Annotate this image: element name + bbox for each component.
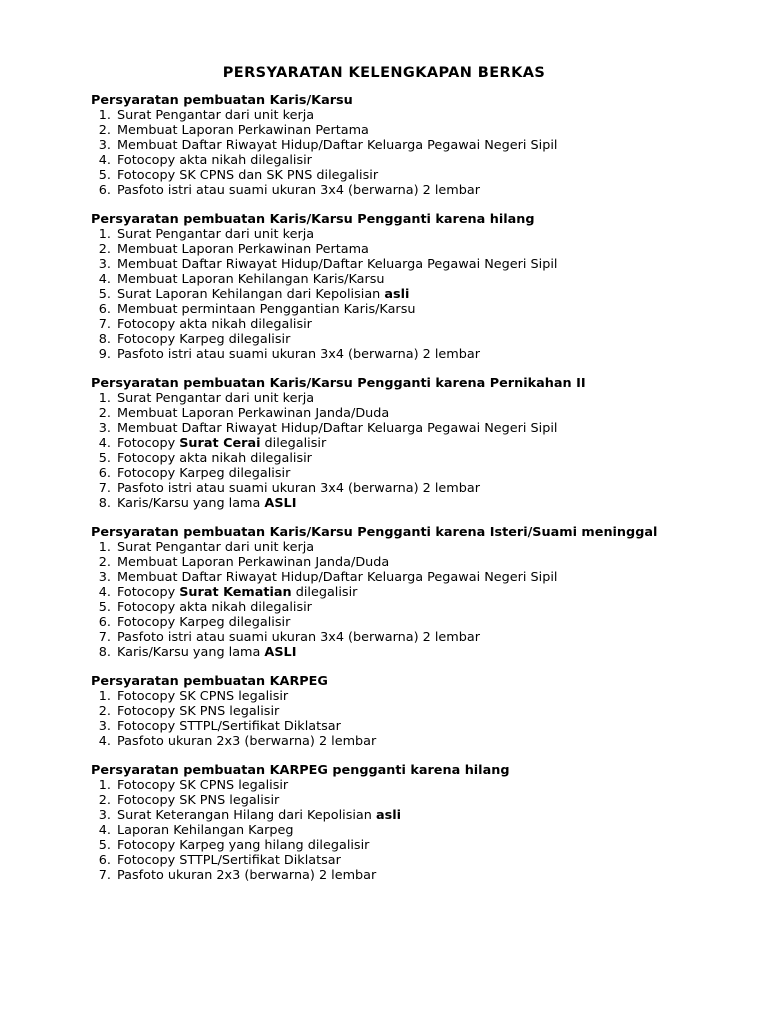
item-number: 3. — [98, 257, 111, 272]
item-number: 6. — [98, 615, 111, 630]
emphasis-text: asli — [384, 287, 410, 302]
item-text — [117, 615, 290, 630]
requirement-item — [91, 496, 677, 511]
item-number: 3. — [98, 808, 111, 823]
requirement-item — [91, 257, 677, 272]
emphasis-text: asli — [375, 808, 401, 823]
requirement-item — [91, 406, 677, 421]
requirement-item — [91, 302, 677, 317]
item-text-part: Fotocopy Karpeg dilegalisir — [117, 615, 291, 630]
requirement-item — [91, 645, 677, 660]
item-text — [117, 421, 557, 436]
item-text-part: Membuat Laporan Perkawinan Janda/Duda — [117, 406, 390, 421]
requirement-list — [91, 778, 677, 883]
item-text-part: Pasfoto istri atau suami ukuran 3x4 (berwarna) 2 lembar — [117, 630, 480, 645]
section-heading: Persyaratan pembuatan Karis/Karsu Pengganti karena Pernikahan II — [91, 376, 586, 391]
item-number: 8. — [98, 496, 111, 511]
requirement-item — [91, 540, 677, 555]
requirement-section — [91, 93, 677, 198]
item-number: 1. — [98, 540, 111, 555]
item-text — [117, 451, 312, 466]
item-text — [117, 332, 290, 347]
item-text-part: Fotocopy Karpeg yang hilang dilegalisir — [117, 838, 370, 853]
requirement-item — [91, 793, 677, 808]
item-text — [117, 242, 369, 257]
requirement-section — [91, 212, 677, 362]
item-number: 4. — [98, 272, 111, 287]
requirement-item — [91, 421, 677, 436]
item-text-part: Fotocopy SK PNS legalisir — [117, 704, 280, 719]
item-text-part: dilegalisir — [260, 436, 327, 451]
item-text-part: Pasfoto istri atau suami ukuran 3x4 (berwarna) 2 lembar — [117, 183, 480, 198]
requirements-content — [91, 93, 677, 897]
emphasis-text: ASLI — [264, 496, 297, 511]
item-text-part: Membuat Laporan Perkawinan Pertama — [117, 123, 369, 138]
item-text-part: Pasfoto ukuran 2x3 (berwarna) 2 lembar — [117, 868, 377, 883]
section-heading: Persyaratan pembuatan Karis/Karsu Pengganti karena Isteri/Suami meninggal — [91, 525, 658, 540]
requirement-list — [91, 540, 677, 660]
item-number: 9. — [98, 347, 111, 362]
item-text — [117, 123, 369, 138]
item-number: 1. — [98, 689, 111, 704]
requirement-item — [91, 317, 677, 332]
item-text-part: Membuat Daftar Riwayat Hidup/Daftar Keluarga Pegawai Negeri Sipil — [117, 570, 558, 585]
requirement-item — [91, 332, 677, 347]
item-text-part: Surat Keterangan Hilang dari Kepolisian — [117, 808, 376, 823]
item-number: 3. — [98, 570, 111, 585]
requirement-item — [91, 466, 677, 481]
requirement-item — [91, 734, 677, 749]
item-text — [117, 272, 385, 287]
item-number: 3. — [98, 421, 111, 436]
item-number: 5. — [98, 287, 111, 302]
item-text — [117, 570, 557, 585]
item-text-part: Membuat Laporan Perkawinan Janda/Duda — [117, 555, 390, 570]
requirement-item — [91, 689, 677, 704]
item-number: 2. — [98, 242, 111, 257]
item-text — [117, 853, 341, 868]
item-number: 2. — [98, 704, 111, 719]
requirement-list — [91, 227, 677, 362]
item-number: 4. — [98, 436, 111, 451]
requirement-item — [91, 555, 677, 570]
requirement-item — [91, 153, 677, 168]
requirement-item — [91, 600, 677, 615]
item-text-part: Fotocopy STTPL/Sertifikat Diklatsar — [117, 719, 341, 734]
requirement-item — [91, 227, 677, 242]
requirement-item — [91, 451, 677, 466]
requirement-item — [91, 347, 677, 362]
item-text-part: Laporan Kehilangan Karpeg — [117, 823, 294, 838]
requirement-item — [91, 287, 677, 302]
requirement-section — [91, 763, 677, 883]
item-text — [117, 540, 314, 555]
item-number: 5. — [98, 451, 111, 466]
section-heading: Persyaratan pembuatan Karis/Karsu Pengganti karena hilang — [91, 212, 535, 227]
item-text-part: Fotocopy akta nikah dilegalisir — [117, 153, 312, 168]
requirement-item — [91, 138, 677, 153]
item-text-part: Membuat Daftar Riwayat Hidup/Daftar Keluarga Pegawai Negeri Sipil — [117, 257, 558, 272]
item-number: 2. — [98, 555, 111, 570]
item-text-part: Membuat Laporan Kehilangan Karis/Karsu — [117, 272, 385, 287]
item-text — [117, 689, 288, 704]
item-number: 6. — [98, 302, 111, 317]
item-number: 8. — [98, 645, 111, 660]
item-text — [117, 466, 290, 481]
item-text — [117, 600, 312, 615]
requirement-item — [91, 778, 677, 793]
item-text — [117, 153, 312, 168]
item-number: 8. — [98, 332, 111, 347]
requirement-item — [91, 481, 677, 496]
requirement-list — [91, 391, 677, 511]
item-text — [117, 868, 376, 883]
emphasis-text: Surat Kematian — [179, 585, 292, 600]
requirement-item — [91, 183, 677, 198]
item-text-part: Membuat Laporan Perkawinan Pertama — [117, 242, 369, 257]
item-text — [117, 257, 557, 272]
requirement-item — [91, 570, 677, 585]
item-number: 6. — [98, 853, 111, 868]
item-number: 5. — [98, 600, 111, 615]
item-text-part: Fotocopy — [117, 585, 180, 600]
item-text — [117, 183, 480, 198]
item-number: 4. — [98, 734, 111, 749]
item-text-part: Fotocopy Karpeg dilegalisir — [117, 332, 291, 347]
requirement-item — [91, 585, 677, 600]
item-number: 7. — [98, 481, 111, 496]
section-heading: Persyaratan pembuatan Karis/Karsu — [91, 93, 353, 108]
item-number: 1. — [98, 227, 111, 242]
item-text — [117, 168, 378, 183]
item-text-part: Fotocopy Karpeg dilegalisir — [117, 466, 291, 481]
item-text-part: Fotocopy STTPL/Sertifikat Diklatsar — [117, 853, 341, 868]
item-number: 4. — [98, 153, 111, 168]
item-text-part: Surat Laporan Kehilangan dari Kepolisian — [117, 287, 385, 302]
item-text-part: Karis/Karsu yang lama — [117, 496, 265, 511]
requirement-item — [91, 704, 677, 719]
item-number: 2. — [98, 123, 111, 138]
item-text-part: Fotocopy akta nikah dilegalisir — [117, 600, 312, 615]
item-number: 1. — [98, 108, 111, 123]
item-text-part: Fotocopy SK CPNS legalisir — [117, 778, 289, 793]
item-text-part: Surat Pengantar dari unit kerja — [117, 108, 315, 123]
requirement-item — [91, 808, 677, 823]
item-text — [117, 391, 314, 406]
emphasis-text: Surat Cerai — [179, 436, 261, 451]
item-text — [117, 630, 480, 645]
emphasis-text: ASLI — [264, 645, 297, 660]
item-number: 3. — [98, 719, 111, 734]
item-text — [117, 555, 389, 570]
requirement-item — [91, 242, 677, 257]
item-number: 1. — [98, 391, 111, 406]
requirement-item — [91, 391, 677, 406]
item-text — [117, 793, 279, 808]
item-text — [117, 287, 409, 302]
item-number: 4. — [98, 585, 111, 600]
item-text — [117, 734, 376, 749]
requirement-list — [91, 689, 677, 749]
item-text-part: Membuat Daftar Riwayat Hidup/Daftar Keluarga Pegawai Negeri Sipil — [117, 421, 558, 436]
item-text — [117, 704, 279, 719]
item-number: 6. — [98, 183, 111, 198]
item-text — [117, 108, 314, 123]
item-text-part: Membuat permintaan Penggantian Karis/Karsu — [117, 302, 416, 317]
item-text — [117, 138, 557, 153]
item-text-part: Surat Pengantar dari unit kerja — [117, 391, 315, 406]
item-number: 5. — [98, 168, 111, 183]
requirement-item — [91, 123, 677, 138]
item-text — [117, 436, 326, 451]
item-number: 4. — [98, 823, 111, 838]
requirement-item — [91, 630, 677, 645]
requirement-item — [91, 838, 677, 853]
requirement-item — [91, 168, 677, 183]
item-text-part: Pasfoto istri atau suami ukuran 3x4 (berwarna) 2 lembar — [117, 481, 480, 496]
item-text-part: Fotocopy SK PNS legalisir — [117, 793, 280, 808]
item-text — [117, 823, 294, 838]
requirement-item — [91, 108, 677, 123]
requirement-item — [91, 823, 677, 838]
item-text-part: Surat Pengantar dari unit kerja — [117, 540, 315, 555]
item-number: 7. — [98, 317, 111, 332]
item-text-part: Fotocopy — [117, 436, 180, 451]
section-heading: Persyaratan pembuatan KARPEG pengganti karena hilang — [91, 763, 510, 778]
item-text-part: Pasfoto ukuran 2x3 (berwarna) 2 lembar — [117, 734, 377, 749]
item-number: 6. — [98, 466, 111, 481]
requirement-item — [91, 719, 677, 734]
item-text — [117, 302, 415, 317]
item-text — [117, 347, 480, 362]
item-text — [117, 406, 389, 421]
item-text — [117, 317, 312, 332]
requirement-list — [91, 108, 677, 198]
item-text — [117, 838, 369, 853]
item-text-part: Fotocopy akta nikah dilegalisir — [117, 317, 312, 332]
item-text-part: Karis/Karsu yang lama — [117, 645, 265, 660]
item-text-part: Pasfoto istri atau suami ukuran 3x4 (berwarna) 2 lembar — [117, 347, 480, 362]
item-text — [117, 645, 296, 660]
item-text-part: Membuat Daftar Riwayat Hidup/Daftar Keluarga Pegawai Negeri Sipil — [117, 138, 558, 153]
section-heading: Persyaratan pembuatan KARPEG — [91, 674, 328, 689]
item-number: 2. — [98, 793, 111, 808]
item-number: 7. — [98, 868, 111, 883]
requirement-section — [91, 376, 677, 511]
item-text — [117, 481, 480, 496]
requirement-item — [91, 868, 677, 883]
item-text-part: Surat Pengantar dari unit kerja — [117, 227, 315, 242]
document-title: PERSYARATAN KELENGKAPAN BERKAS — [222, 65, 546, 81]
requirement-section — [91, 674, 677, 749]
requirement-item — [91, 615, 677, 630]
item-text — [117, 778, 288, 793]
item-text — [117, 227, 314, 242]
requirement-item — [91, 436, 677, 451]
item-number: 5. — [98, 838, 111, 853]
item-number: 3. — [98, 138, 111, 153]
requirement-item — [91, 853, 677, 868]
item-text-part: Fotocopy SK CPNS legalisir — [117, 689, 289, 704]
item-text-part: dilegalisir — [291, 585, 358, 600]
requirement-item — [91, 272, 677, 287]
item-text — [117, 719, 341, 734]
requirement-section — [91, 525, 677, 660]
item-number: 2. — [98, 406, 111, 421]
item-text — [117, 808, 401, 823]
item-text-part: Fotocopy SK CPNS dan SK PNS dilegalisir — [117, 168, 379, 183]
item-number: 7. — [98, 630, 111, 645]
item-number: 1. — [98, 778, 111, 793]
item-text — [117, 585, 357, 600]
item-text — [117, 496, 296, 511]
item-text-part: Fotocopy akta nikah dilegalisir — [117, 451, 312, 466]
